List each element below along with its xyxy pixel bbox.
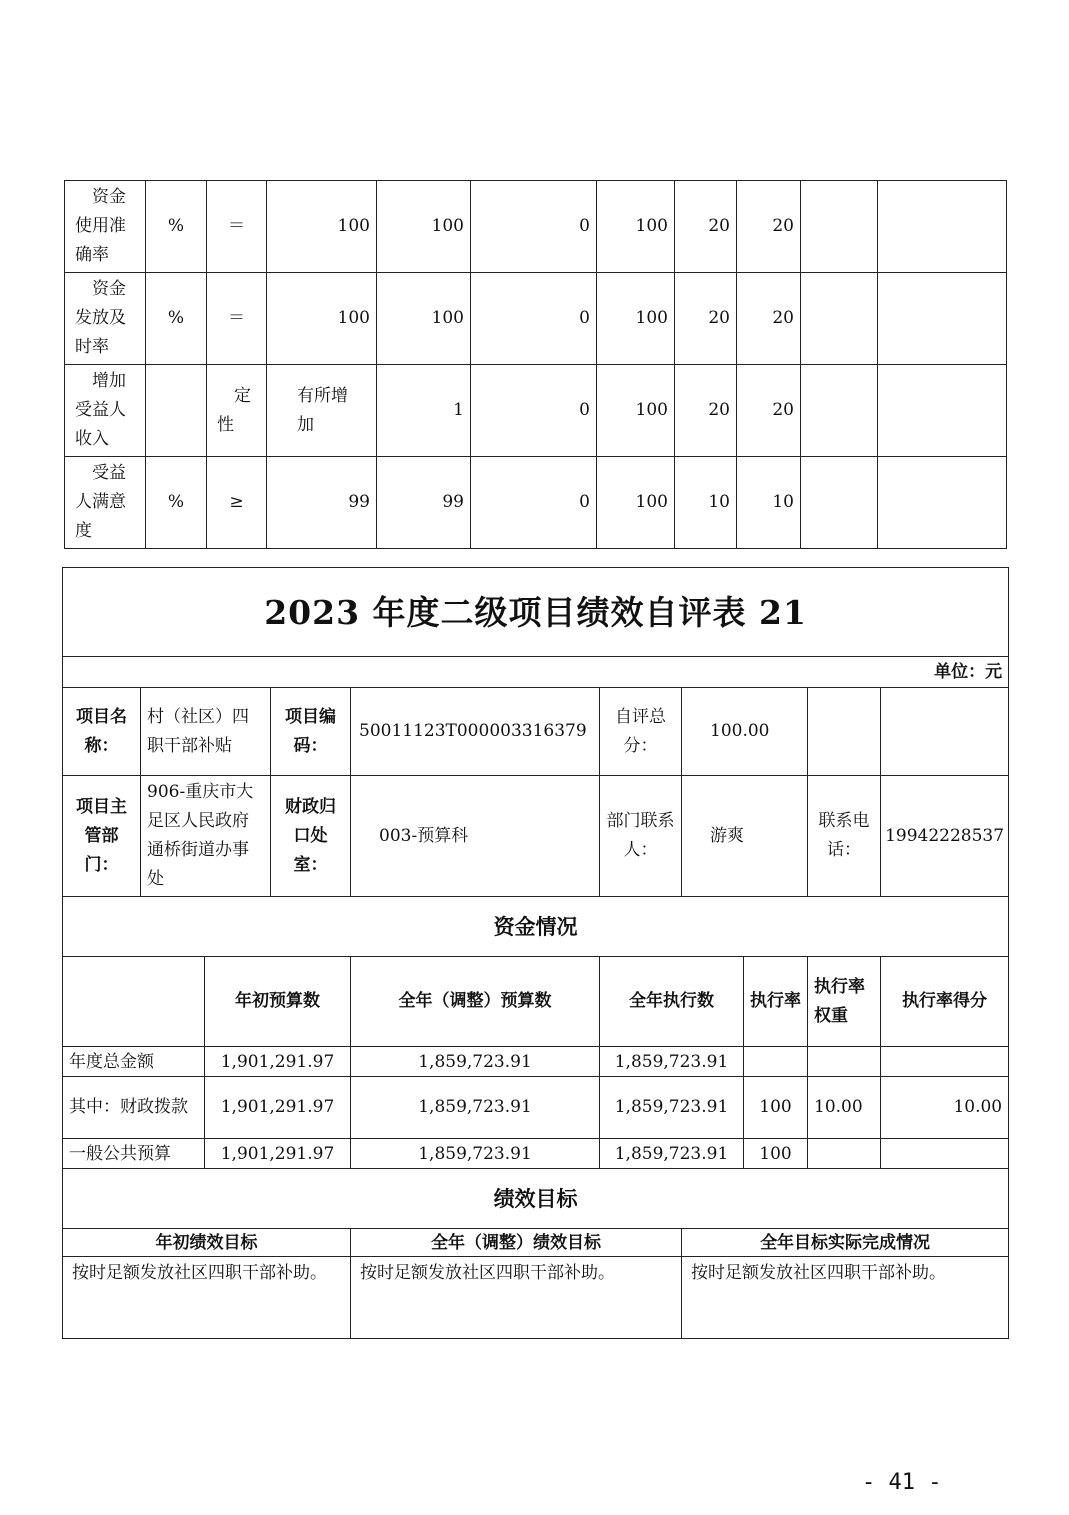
indicator-deviation: 0 bbox=[471, 365, 597, 457]
indicator-name: 资金使用准确率 bbox=[65, 181, 146, 273]
indicator-weight: 20 bbox=[675, 181, 737, 273]
indicator-row bbox=[65, 457, 1007, 549]
indicator-actual: 99 bbox=[377, 457, 471, 549]
funds-header: 年初预算数 bbox=[205, 957, 351, 1047]
indicator-score: 10 bbox=[737, 457, 801, 549]
self-score: 100.00 bbox=[682, 688, 808, 776]
indicator-weight: 20 bbox=[675, 273, 737, 365]
indicator-unit: % bbox=[146, 457, 207, 549]
funds-rate: 100 bbox=[744, 1139, 808, 1169]
goal-initial: 按时足额发放社区四职干部补助。 bbox=[63, 1257, 351, 1339]
indicator-rate: 100 bbox=[597, 181, 675, 273]
project-code: 50011123T000003316379 bbox=[351, 688, 600, 776]
project-name-label: 项目名称： bbox=[63, 688, 141, 776]
unit-label: 单位：元 bbox=[63, 657, 1009, 688]
indicator-unit: % bbox=[146, 181, 207, 273]
indicator-rate: 100 bbox=[597, 273, 675, 365]
phone-value: 19942228537 bbox=[881, 776, 1009, 897]
indicator-rate: 100 bbox=[597, 365, 675, 457]
funds-header: 执行率得分 bbox=[881, 957, 1009, 1047]
funds-score bbox=[881, 1139, 1009, 1169]
indicator-unit bbox=[146, 365, 207, 457]
funds-executed: 1,859,723.91 bbox=[600, 1077, 744, 1139]
indicator-extra bbox=[878, 457, 1007, 549]
funds-rate bbox=[744, 1047, 808, 1077]
dept-value: 906-重庆市大足区人民政府通桥街道办事处 bbox=[141, 776, 271, 897]
funds-header bbox=[63, 957, 205, 1047]
indicator-actual: 100 bbox=[377, 181, 471, 273]
goal-adjusted: 按时足额发放社区四职干部补助。 bbox=[351, 1257, 682, 1339]
funds-initial: 1,901,291.97 bbox=[205, 1077, 351, 1139]
indicator-target: 100 bbox=[267, 273, 377, 365]
contact-value: 游爽 bbox=[682, 776, 808, 897]
funds-adjusted: 1,859,723.91 bbox=[351, 1077, 600, 1139]
funds-initial: 1,901,291.97 bbox=[205, 1047, 351, 1077]
form-title: 2023 年度二级项目绩效自评表 21 bbox=[63, 568, 1009, 657]
indicator-weight: 20 bbox=[675, 365, 737, 457]
office-label: 财政归口处室： bbox=[271, 776, 351, 897]
indicator-extra bbox=[878, 365, 1007, 457]
page-number: - 41 - bbox=[862, 1470, 942, 1495]
funds-score: 10.00 bbox=[881, 1077, 1009, 1139]
indicator-name: 资金发放及时率 bbox=[65, 273, 146, 365]
indicator-extra bbox=[878, 273, 1007, 365]
empty-cell bbox=[881, 688, 1009, 776]
indicator-name: 受益人满意度 bbox=[65, 457, 146, 549]
self-score-label: 自评总分： bbox=[600, 688, 682, 776]
phone-label: 联系电话： bbox=[808, 776, 881, 897]
funds-score bbox=[881, 1047, 1009, 1077]
indicator-actual: 100 bbox=[377, 273, 471, 365]
indicator-unit: % bbox=[146, 273, 207, 365]
indicator-operator: ＝ bbox=[207, 181, 267, 273]
indicator-actual: 1 bbox=[377, 365, 471, 457]
dept-label: 项目主管部门： bbox=[63, 776, 141, 897]
empty-cell bbox=[808, 688, 881, 776]
indicator-target: 99 bbox=[267, 457, 377, 549]
indicator-operator: ＝ bbox=[207, 273, 267, 365]
funds-rate: 100 bbox=[744, 1077, 808, 1139]
goals-header: 全年（调整）绩效目标 bbox=[351, 1229, 682, 1257]
funds-initial: 1,901,291.97 bbox=[205, 1139, 351, 1169]
funds-adjusted: 1,859,723.91 bbox=[351, 1139, 600, 1169]
indicator-operator: 定性 bbox=[207, 365, 267, 457]
funds-header: 全年（调整）预算数 bbox=[351, 957, 600, 1047]
funds-executed: 1,859,723.91 bbox=[600, 1139, 744, 1169]
indicator-row bbox=[65, 365, 1007, 457]
indicator-deviation: 0 bbox=[471, 457, 597, 549]
indicator-deviation: 0 bbox=[471, 181, 597, 273]
indicator-extra bbox=[801, 457, 878, 549]
indicator-row bbox=[65, 181, 1007, 273]
indicator-row bbox=[65, 273, 1007, 365]
funds-header: 全年执行数 bbox=[600, 957, 744, 1047]
evaluation-form bbox=[62, 567, 1009, 1339]
funds-weight bbox=[808, 1047, 881, 1077]
office-value: 003-预算科 bbox=[351, 776, 600, 897]
indicator-weight: 10 bbox=[675, 457, 737, 549]
funds-row-label: 年度总金额 bbox=[63, 1047, 205, 1077]
goals-section-title: 绩效目标 bbox=[63, 1169, 1009, 1229]
indicator-target: 有所增加 bbox=[267, 365, 377, 457]
indicator-extra bbox=[801, 273, 878, 365]
indicator-score: 20 bbox=[737, 273, 801, 365]
indicator-extra bbox=[801, 365, 878, 457]
funds-executed: 1,859,723.91 bbox=[600, 1047, 744, 1077]
goals-header: 年初绩效目标 bbox=[63, 1229, 351, 1257]
funds-section-title: 资金情况 bbox=[63, 897, 1009, 957]
project-name: 村（社区）四职干部补贴 bbox=[141, 688, 271, 776]
funds-adjusted: 1,859,723.91 bbox=[351, 1047, 600, 1077]
funds-weight: 10.00 bbox=[808, 1077, 881, 1139]
indicator-extra bbox=[878, 181, 1007, 273]
funds-header: 执行率权重 bbox=[808, 957, 881, 1047]
indicator-score: 20 bbox=[737, 365, 801, 457]
funds-weight bbox=[808, 1139, 881, 1169]
indicator-target: 100 bbox=[267, 181, 377, 273]
funds-header: 执行率 bbox=[744, 957, 808, 1047]
goals-header: 全年目标实际完成情况 bbox=[682, 1229, 1009, 1257]
indicator-operator: ≥ bbox=[207, 457, 267, 549]
funds-row-label: 一般公共预算 bbox=[63, 1139, 205, 1169]
indicator-rate: 100 bbox=[597, 457, 675, 549]
funds-row-label: 其中：财政拨款 bbox=[63, 1077, 205, 1139]
indicator-extra bbox=[801, 181, 878, 273]
indicator-score: 20 bbox=[737, 181, 801, 273]
goal-actual: 按时足额发放社区四职干部补助。 bbox=[682, 1257, 1009, 1339]
indicator-deviation: 0 bbox=[471, 273, 597, 365]
contact-label: 部门联系人： bbox=[600, 776, 682, 897]
project-code-label: 项目编码： bbox=[271, 688, 351, 776]
indicator-name: 增加受益人收入 bbox=[65, 365, 146, 457]
indicator-table bbox=[64, 180, 1007, 549]
